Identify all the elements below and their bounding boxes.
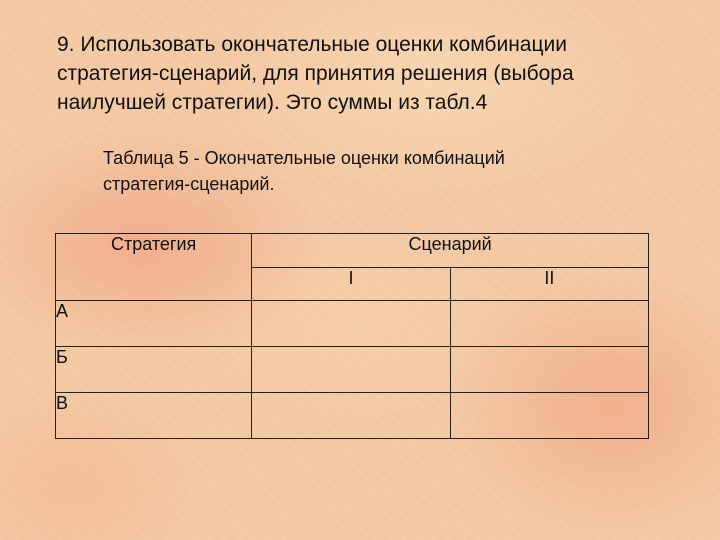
table-cell <box>252 347 450 393</box>
task-heading <box>57 30 697 117</box>
strategy-label: В <box>56 393 252 439</box>
header-scenario-2: II <box>450 267 648 301</box>
scores-table <box>55 233 649 439</box>
table-cell <box>450 393 648 439</box>
caption-line-1: Таблица 5 - Окончательные оценки комбинаций <box>103 148 505 168</box>
strategy-label: А <box>56 301 252 347</box>
table-row <box>56 393 649 439</box>
table-cell <box>450 301 648 347</box>
table-row <box>56 301 649 347</box>
table-row <box>56 347 649 393</box>
header-scenario-1: I <box>252 267 450 301</box>
table-cell <box>450 347 648 393</box>
table-cell <box>252 393 450 439</box>
header-strategy: Стратегия <box>56 234 252 301</box>
header-scenario: Сценарий <box>252 234 649 268</box>
table-header-row <box>56 234 649 268</box>
table-cell <box>252 301 450 347</box>
table-caption <box>103 145 683 197</box>
caption-line-2: стратегия-сценарий. <box>103 174 275 194</box>
heading-line-3: наилучшей стратегии). Это суммы из табл.4 <box>57 91 488 114</box>
strategy-label: Б <box>56 347 252 393</box>
heading-line-2: стратегия-сценарий, для принятия решения (выбора <box>57 62 574 85</box>
heading-line-1: 9. Использовать окончательные оценки комбинации <box>57 33 567 56</box>
